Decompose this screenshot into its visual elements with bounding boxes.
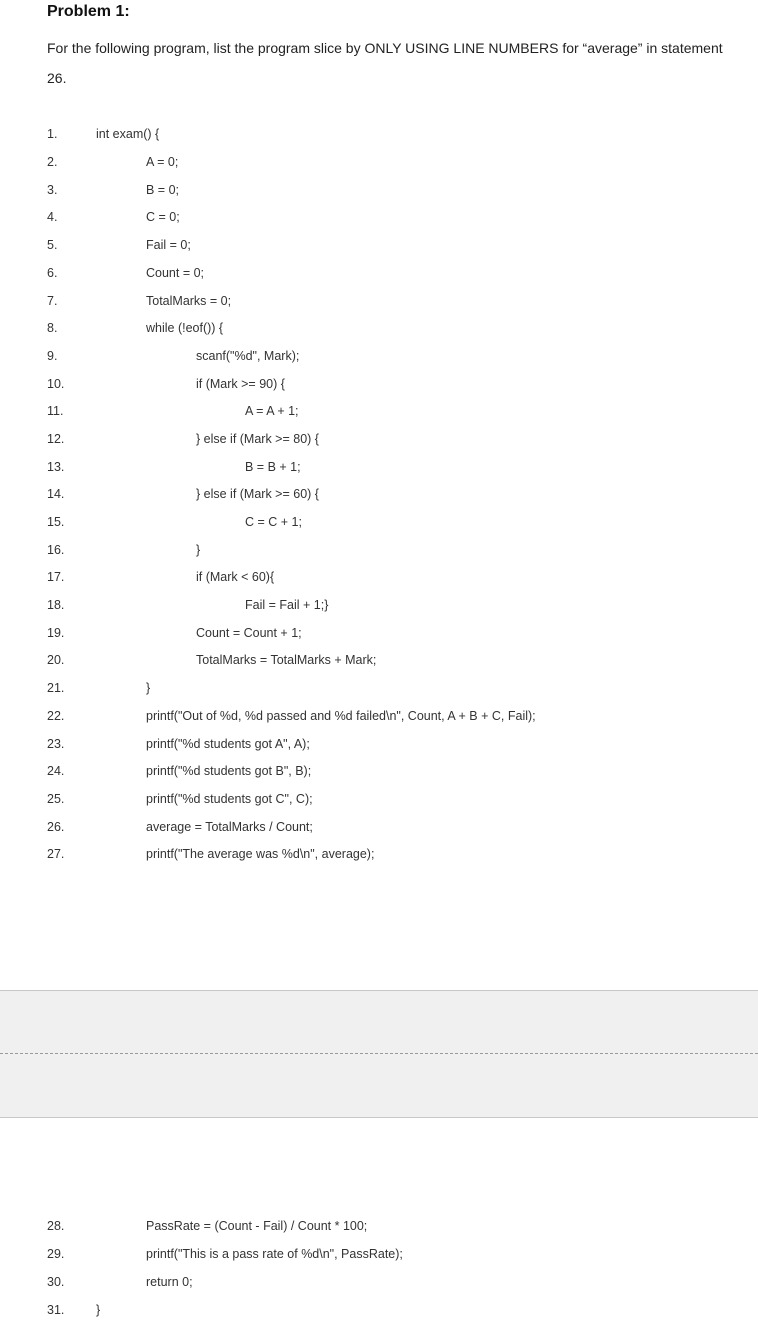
code-text: } (196, 543, 201, 557)
code-text: C = 0; (146, 210, 180, 224)
code-text: B = B + 1; (245, 460, 301, 474)
code-text: TotalMarks = 0; (146, 294, 232, 308)
code-text: int exam() { (96, 127, 160, 141)
line-number: 9. (47, 349, 58, 363)
line-number: 20. (47, 653, 65, 667)
code-text: printf("%d students got B", B); (146, 764, 312, 778)
line-number: 29. (47, 1247, 65, 1261)
code-text: printf("The average was %d\n", average); (146, 847, 375, 861)
line-number: 1. (47, 127, 58, 141)
code-text: scanf("%d", Mark); (196, 349, 300, 363)
code-text: Fail = 0; (146, 238, 191, 252)
line-number: 4. (47, 210, 58, 224)
problem-prompt: For the following program, list the program slice by ONLY USING LINE NUMBERS for “average” in statement 26. (47, 40, 723, 86)
code-text: TotalMarks = TotalMarks + Mark; (196, 653, 377, 667)
line-number: 16. (47, 543, 65, 557)
line-number: 15. (47, 515, 65, 529)
line-number: 5. (47, 238, 58, 252)
line-number: 10. (47, 377, 65, 391)
code-text: } (96, 1303, 101, 1317)
code-text: Count = 0; (146, 266, 205, 280)
code-text: C = C + 1; (245, 515, 302, 529)
code-text: Count = Count + 1; (196, 626, 302, 640)
line-number: 24. (47, 764, 65, 778)
code-text: PassRate = (Count - Fail) / Count * 100; (146, 1219, 368, 1233)
code-text: A = A + 1; (245, 404, 299, 418)
line-number: 28. (47, 1219, 65, 1233)
line-number: 6. (47, 266, 58, 280)
line-number: 22. (47, 709, 65, 723)
line-number: 2. (47, 155, 58, 169)
line-number: 11. (47, 404, 64, 418)
code-text: } (146, 681, 151, 695)
code-text: if (Mark < 60){ (196, 570, 275, 584)
line-number: 8. (47, 321, 58, 335)
code-text: printf("This is a pass rate of %d\n", PassRate); (146, 1247, 403, 1261)
code-text: printf("Out of %d, %d passed and %d failed\n", Count, A + B + C, Fail); (146, 709, 536, 723)
code-text: printf("%d students got C", C); (146, 792, 313, 806)
code-text: Fail = Fail + 1;} (245, 598, 329, 612)
code-text: } else if (Mark >= 60) { (196, 487, 319, 501)
line-number: 25. (47, 792, 65, 806)
line-number: 3. (47, 183, 58, 197)
code-text: average = TotalMarks / Count; (146, 820, 313, 834)
line-number: 31. (47, 1303, 65, 1317)
line-number: 13. (47, 460, 65, 474)
code-text: return 0; (146, 1275, 193, 1289)
line-number: 21. (47, 681, 65, 695)
line-number: 23. (47, 737, 65, 751)
code-text: } else if (Mark >= 80) { (196, 432, 319, 446)
code-text: if (Mark >= 90) { (196, 377, 285, 391)
line-number: 27. (47, 847, 65, 861)
line-number: 26. (47, 820, 65, 834)
code-text: B = 0; (146, 183, 180, 197)
code-text: A = 0; (146, 155, 179, 169)
page-break-gap (0, 990, 758, 1118)
code-text: printf("%d students got A", A); (146, 737, 310, 751)
line-number: 7. (47, 294, 58, 308)
line-number: 14. (47, 487, 65, 501)
code-text: while (!eof()) { (146, 321, 224, 335)
line-number: 30. (47, 1275, 65, 1289)
line-number: 18. (47, 598, 65, 612)
line-number: 17. (47, 570, 65, 584)
page-break-line (0, 1053, 758, 1054)
problem-title: Problem 1: (47, 3, 130, 20)
line-number: 19. (47, 626, 65, 640)
line-number: 12. (47, 432, 65, 446)
